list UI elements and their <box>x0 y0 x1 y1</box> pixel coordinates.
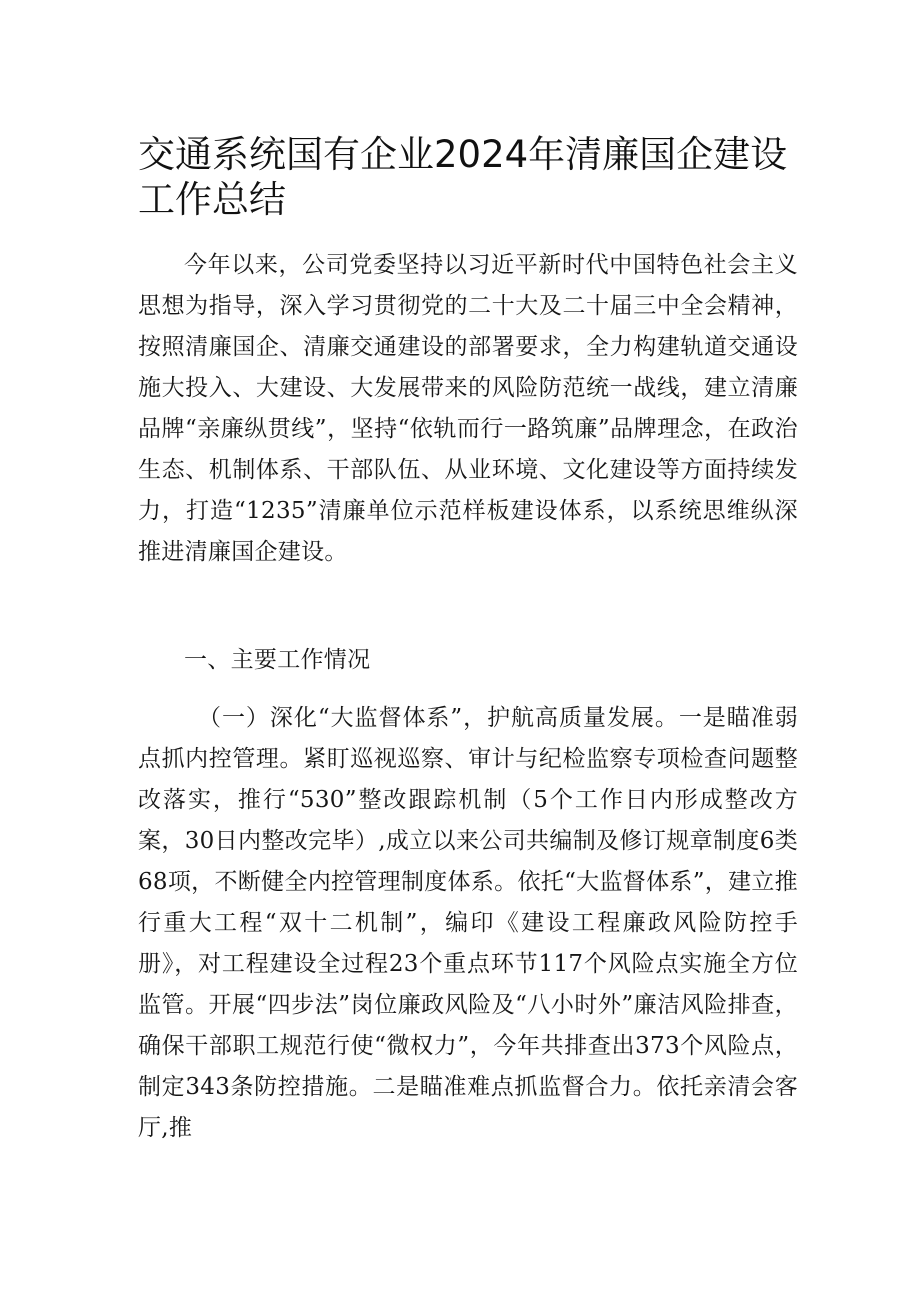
subsection-paragraph: （一）深化“大监督体系”，护航高质量发展。一是瞄准弱点抓内控管理。紧盯巡视巡察、审计与纪检监察专项检查问题整改落实，推行“530”整改跟踪机制（5个工作日内形成整改方案，30日内整改完毕）,成立以来公司共编制及修订规章制度6类68项，不断健全内控管理制度体系。依托“大监督体系”，建立推行重大工程“双十二机制”，编印《建设工程廉政风险防控手册》，对工程建设全过程23个重点环节117个风险点实施全方位监管。开展“四步法”岗位廉政风险及“八小时外”廉洁风险排查，确保干部职工规范行使“微权力”，今年共排查出373个风险点，制定343条防控措施。二是瞄准难点抓监督合力。依托亲清会客厅,推 <box>138 705 798 1141</box>
section-heading: 一、主要工作情况 <box>184 647 371 673</box>
document-title: 交通系统国有企业2024年清廉国企建设工作总结 <box>138 133 788 221</box>
intro-paragraph: 今年以来，公司党委坚持以习近平新时代中国特色社会主义思想为指导，深入学习贯彻党的二十大及二十届三中全会精神，按照清廉国企、清廉交通建设的部署要求，全力构建轨道交通设施大投入、大建设、大发展带来的风险防范统一战线，建立清廉品牌“亲廉纵贯线”，坚持“依轨而行一路筑廉”品牌理念，在政治生态、机制体系、干部队伍、从业环境、文化建设等方面持续发力，打造“1235”清廉单位示范样板建设体系，以系统思维纵深推进清廉国企建设。 <box>138 252 798 565</box>
